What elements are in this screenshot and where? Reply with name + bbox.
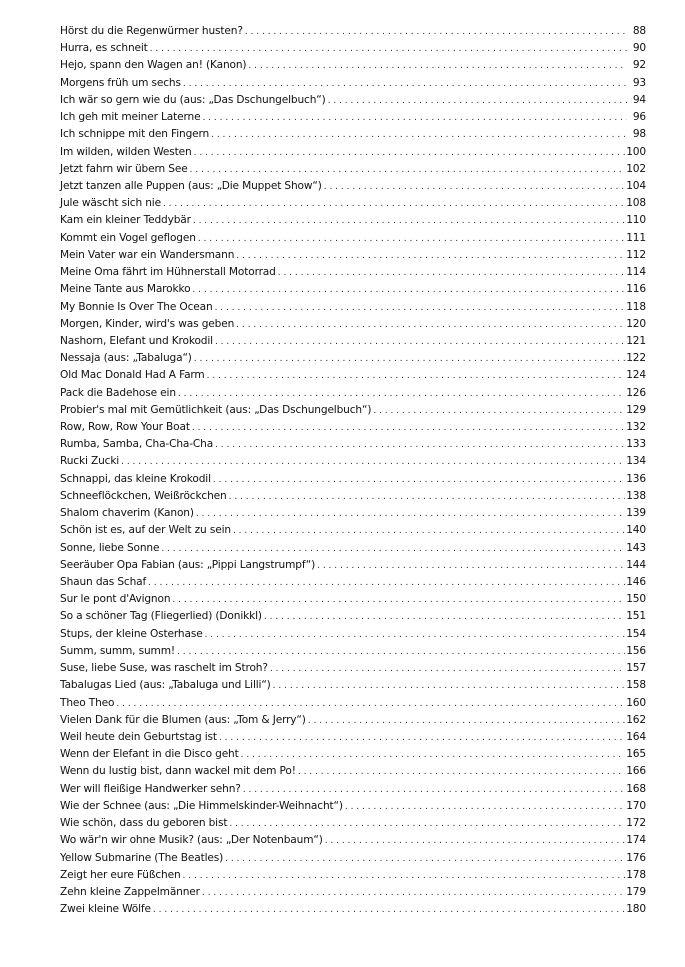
toc-entry	[60, 75, 646, 92]
toc-entry	[60, 488, 646, 505]
dot-leader	[215, 437, 625, 454]
toc-entry	[60, 884, 646, 901]
dot-leader	[317, 558, 625, 575]
toc-entry	[60, 867, 646, 884]
toc-entry-title: Jetzt tanzen alle Puppen (aus: „Die Muppet Show“)	[60, 179, 322, 192]
dot-leader	[229, 489, 626, 506]
toc-entry-title: Nashorn, Elefant und Krokodil	[60, 334, 213, 347]
toc-entry-title: Morgen, Kinder, wird's was geben	[60, 317, 235, 330]
toc-entry-title: Wer will fleißige Handwerker sehn?	[60, 782, 241, 795]
toc-entry	[60, 557, 646, 574]
toc-entry	[60, 402, 646, 419]
toc-entry-title: Im wilden, wilden Westen	[60, 145, 192, 158]
toc-entry-page-number: 156	[626, 644, 646, 657]
toc-entry-title: Schön ist es, auf der Welt zu sein	[60, 524, 231, 537]
toc-entry-page-number: 180	[626, 903, 646, 916]
dot-leader	[236, 248, 625, 265]
dot-leader	[116, 696, 625, 713]
toc-entry	[60, 763, 646, 780]
toc-entry	[60, 144, 646, 161]
toc-entry-page-number: 96	[632, 111, 646, 124]
toc-entry-page-number: 164	[626, 730, 646, 743]
toc-entry-page-number: 116	[626, 283, 646, 296]
toc-entry-title: Jetzt fahrn wir übern See	[60, 162, 188, 175]
toc-entry-page-number: 118	[626, 300, 646, 313]
dot-leader	[278, 265, 626, 282]
toc-entry-page-number: 114	[626, 266, 646, 279]
dot-leader	[202, 885, 625, 902]
toc-entry-title: Meine Tante aus Marokko	[60, 283, 191, 296]
toc-entry	[60, 695, 646, 712]
dot-leader	[325, 833, 626, 850]
table-of-contents	[60, 23, 646, 918]
toc-entry	[60, 850, 646, 867]
toc-entry-title: Stups, der kleine Osterhase	[60, 627, 203, 640]
toc-entry	[60, 712, 646, 729]
toc-entry-title: Suse, liebe Suse, was raschelt im Stroh?	[60, 662, 268, 675]
toc-entry	[60, 195, 646, 212]
toc-entry-title: Wo wär'n wir ohne Musik? (aus: „Der Notenbaum“)	[60, 834, 323, 847]
toc-entry	[60, 40, 646, 57]
toc-entry-page-number: 146	[626, 576, 646, 588]
toc-entry-title: Old Mac Donald Had A Farm	[60, 369, 205, 382]
toc-entry	[60, 161, 646, 178]
toc-entry-title: Schneeflöckchen, Weißröckchen	[60, 489, 227, 502]
toc-entry-title: Mein Vater war ein Wandersmann	[60, 248, 235, 261]
toc-entry-title: Sur le pont d'Avignon	[60, 593, 171, 606]
toc-entry-title: Vielen Dank für die Blumen (aus: „Tom & Jerry“)	[60, 713, 306, 726]
toc-entry-title: Theo Theo	[60, 696, 115, 709]
toc-entry	[60, 540, 646, 557]
toc-entry-title: Ich wär so gern wie du (aus: „Das Dschungelbuch“)	[60, 93, 326, 106]
dot-leader	[298, 764, 625, 781]
toc-entry-page-number: 124	[626, 369, 646, 382]
toc-entry-page-number: 112	[626, 248, 646, 261]
dot-leader	[225, 851, 625, 868]
toc-entry-page-number: 134	[626, 455, 646, 468]
toc-entry	[60, 230, 646, 247]
toc-entry-page-number: 143	[626, 541, 646, 554]
toc-entry-page-number: 157	[626, 662, 646, 675]
toc-entry	[60, 574, 646, 591]
toc-entry	[60, 522, 646, 539]
toc-entry-title: Summ, summ, summ!	[60, 644, 175, 657]
toc-entry-page-number: 170	[626, 799, 646, 812]
dot-leader	[245, 24, 627, 41]
toc-entry-page-number: 108	[626, 197, 646, 210]
toc-entry-page-number: 179	[626, 885, 646, 898]
toc-entry-title: Probier's mal mit Gemütlichkeit (aus: „Das Dschungelbuch“)	[60, 403, 372, 416]
toc-entry-page-number: 151	[626, 610, 646, 623]
dot-leader	[324, 179, 626, 196]
toc-entry	[60, 781, 646, 798]
dot-leader	[264, 609, 625, 626]
dot-leader	[163, 196, 625, 213]
toc-entry	[60, 436, 646, 453]
toc-entry-title: Ich schnippe mit den Fingern	[60, 128, 210, 141]
toc-entry-title: Tabalugas Lied (aus: „Tabaluga und Lilli“)	[60, 679, 271, 692]
toc-entry	[60, 299, 646, 316]
toc-entry	[60, 316, 646, 333]
toc-entry	[60, 92, 646, 109]
dot-leader	[192, 420, 625, 437]
toc-entry-page-number: 94	[632, 93, 646, 106]
toc-entry	[60, 798, 646, 815]
dot-leader	[241, 747, 626, 764]
toc-entry-title: So a schöner Tag (Fliegerlied) (Donikkl)	[60, 610, 262, 623]
toc-entry-page-number: 102	[626, 162, 646, 175]
toc-entry	[60, 815, 646, 832]
dot-leader	[205, 627, 626, 644]
toc-entry-page-number: 111	[626, 231, 646, 244]
dot-leader	[172, 592, 625, 609]
toc-entry-title: Weil heute dein Geburtstag ist	[60, 730, 217, 743]
toc-entry-page-number: 162	[626, 713, 646, 726]
toc-entry-page-number: 104	[626, 179, 646, 192]
toc-entry-title: Shaun das Schaf	[60, 576, 147, 588]
toc-entry	[60, 660, 646, 677]
toc-entry	[60, 419, 646, 436]
dot-leader	[207, 368, 626, 385]
dot-leader	[183, 76, 627, 93]
toc-entry	[60, 729, 646, 746]
toc-entry-title: Jule wäscht sich nie	[60, 197, 161, 210]
toc-entry-page-number: 136	[626, 472, 646, 485]
dot-leader	[177, 644, 625, 661]
toc-entry	[60, 471, 646, 488]
toc-entry-page-number: 121	[626, 334, 646, 347]
toc-entry-title: Hejo, spann den Wagen an! (Kanon)	[60, 59, 247, 72]
toc-entry-title: Meine Oma fährt im Hühnerstall Motorrad	[60, 266, 276, 279]
toc-entry-title: Hörst du die Regenwürmer husten?	[60, 25, 243, 37]
dot-leader	[373, 403, 625, 420]
dot-leader	[273, 678, 626, 695]
toc-entry-title: Seeräuber Opa Fabian (aus: „Pippi Langstrumpf“)	[60, 558, 316, 571]
dot-leader	[194, 145, 626, 162]
dot-leader	[192, 282, 625, 299]
toc-entry-page-number: 140	[626, 524, 646, 537]
toc-entry	[60, 385, 646, 402]
toc-entry-page-number: 168	[626, 782, 646, 795]
dot-leader	[236, 317, 625, 334]
toc-entry	[60, 23, 646, 40]
toc-entry-page-number: 100	[626, 145, 646, 158]
toc-entry-title: Wie der Schnee (aus: „Die Himmelskinder-Weihnacht“)	[60, 799, 343, 812]
toc-entry	[60, 626, 646, 643]
toc-entry-title: Zwei kleine Wölfe	[60, 903, 151, 916]
toc-entry	[60, 746, 646, 763]
toc-entry	[60, 57, 646, 74]
toc-entry-title: Wenn du lustig bist, dann wackel mit dem Po!	[60, 765, 296, 778]
dot-leader	[345, 799, 625, 816]
dot-leader	[121, 454, 625, 471]
toc-entry-page-number: 174	[626, 834, 646, 847]
dot-leader	[215, 300, 626, 317]
toc-entry	[60, 247, 646, 264]
toc-entry-title: Row, Row, Row Your Boat	[60, 421, 190, 434]
dot-leader	[183, 868, 626, 885]
toc-entry-page-number: 158	[626, 679, 646, 692]
toc-entry-title: Morgens früh um sechs	[60, 76, 181, 89]
toc-entry	[60, 178, 646, 195]
toc-entry-title: My Bonnie Is Over The Ocean	[60, 300, 213, 313]
toc-entry-page-number: 120	[626, 317, 646, 330]
toc-entry	[60, 832, 646, 849]
dot-leader	[193, 213, 625, 230]
toc-entry	[60, 367, 646, 384]
toc-entry-page-number: 126	[626, 386, 646, 399]
toc-entry-title: Hurra, es schneit	[60, 42, 148, 55]
toc-entry-title: Rucki Zucki	[60, 455, 120, 468]
dot-leader	[153, 902, 625, 919]
toc-entry	[60, 505, 646, 522]
toc-entry-title: Nessaja (aus: „Tabaluga“)	[60, 352, 192, 365]
dot-leader	[178, 386, 625, 403]
toc-entry-title: Shalom chaverim (Kanon)	[60, 507, 194, 520]
toc-entry-title: Sonne, liebe Sonne	[60, 541, 160, 554]
dot-leader	[248, 58, 627, 75]
toc-entry	[60, 608, 646, 625]
dot-leader	[233, 523, 625, 540]
toc-entry	[60, 350, 646, 367]
dot-leader	[229, 816, 625, 833]
toc-entry	[60, 453, 646, 470]
toc-entry-title: Zeigt her eure Füßchen	[60, 868, 181, 881]
toc-entry-page-number: 90	[632, 42, 646, 55]
toc-entry-page-number: 166	[626, 765, 646, 778]
dot-leader	[243, 782, 625, 799]
toc-entry-page-number: 122	[626, 352, 646, 365]
toc-entry-page-number: 132	[626, 421, 646, 434]
toc-entry	[60, 281, 646, 298]
dot-leader	[161, 541, 625, 558]
toc-entry-page-number: 110	[626, 214, 646, 227]
toc-entry-page-number: 150	[626, 593, 646, 606]
toc-entry-title: Pack die Badehose ein	[60, 386, 176, 399]
toc-entry-title: Kommt ein Vogel geflogen	[60, 231, 196, 244]
toc-entry-page-number: 165	[626, 748, 646, 761]
toc-entry	[60, 591, 646, 608]
toc-entry-page-number: 88	[632, 25, 646, 37]
dot-leader	[219, 730, 625, 747]
dot-leader	[270, 661, 625, 678]
toc-entry	[60, 212, 646, 229]
toc-entry-title: Rumba, Samba, Cha-Cha-Cha	[60, 438, 214, 451]
toc-entry-page-number: 93	[632, 76, 646, 89]
dot-leader	[213, 472, 625, 489]
dot-leader	[194, 351, 625, 368]
toc-entry	[60, 901, 646, 918]
toc-entry-title: Schnappi, das kleine Krokodil	[60, 472, 211, 485]
dot-leader	[328, 93, 627, 110]
toc-entry	[60, 109, 646, 126]
dot-leader	[211, 127, 627, 144]
toc-entry	[60, 677, 646, 694]
dot-leader	[308, 713, 625, 730]
toc-entry-page-number: 178	[626, 868, 646, 881]
toc-entry-page-number: 176	[626, 851, 646, 864]
dot-leader	[215, 334, 625, 351]
toc-entry	[60, 126, 646, 143]
toc-entry-title: Kam ein kleiner Teddybär	[60, 214, 191, 227]
dot-leader	[196, 506, 625, 523]
toc-entry-page-number: 92	[632, 59, 646, 72]
toc-entry-page-number: 139	[626, 507, 646, 520]
toc-entry-page-number: 160	[626, 696, 646, 709]
toc-entry	[60, 643, 646, 660]
toc-entry-title: Wie schön, dass du geboren bist	[60, 817, 228, 830]
toc-entry-title: Yellow Submarine (The Beatles)	[60, 851, 224, 864]
toc-entry-title: Zehn kleine Zappelmänner	[60, 885, 200, 898]
dot-leader	[150, 41, 627, 58]
toc-entry-page-number: 154	[626, 627, 646, 640]
toc-entry-page-number: 138	[626, 489, 646, 502]
dot-leader	[190, 162, 626, 179]
dot-leader	[148, 575, 625, 592]
toc-entry	[60, 333, 646, 350]
dot-leader	[202, 110, 627, 127]
toc-entry-title: Wenn der Elefant in die Disco geht	[60, 748, 239, 761]
toc-entry-title: Ich geh mit meiner Laterne	[60, 111, 201, 124]
toc-entry-page-number: 129	[626, 403, 646, 416]
toc-entry	[60, 264, 646, 281]
toc-entry-page-number: 144	[626, 558, 646, 571]
toc-entry-page-number: 98	[632, 128, 646, 141]
toc-entry-page-number: 172	[626, 817, 646, 830]
toc-entry-page-number: 133	[626, 438, 646, 451]
dot-leader	[198, 231, 625, 248]
